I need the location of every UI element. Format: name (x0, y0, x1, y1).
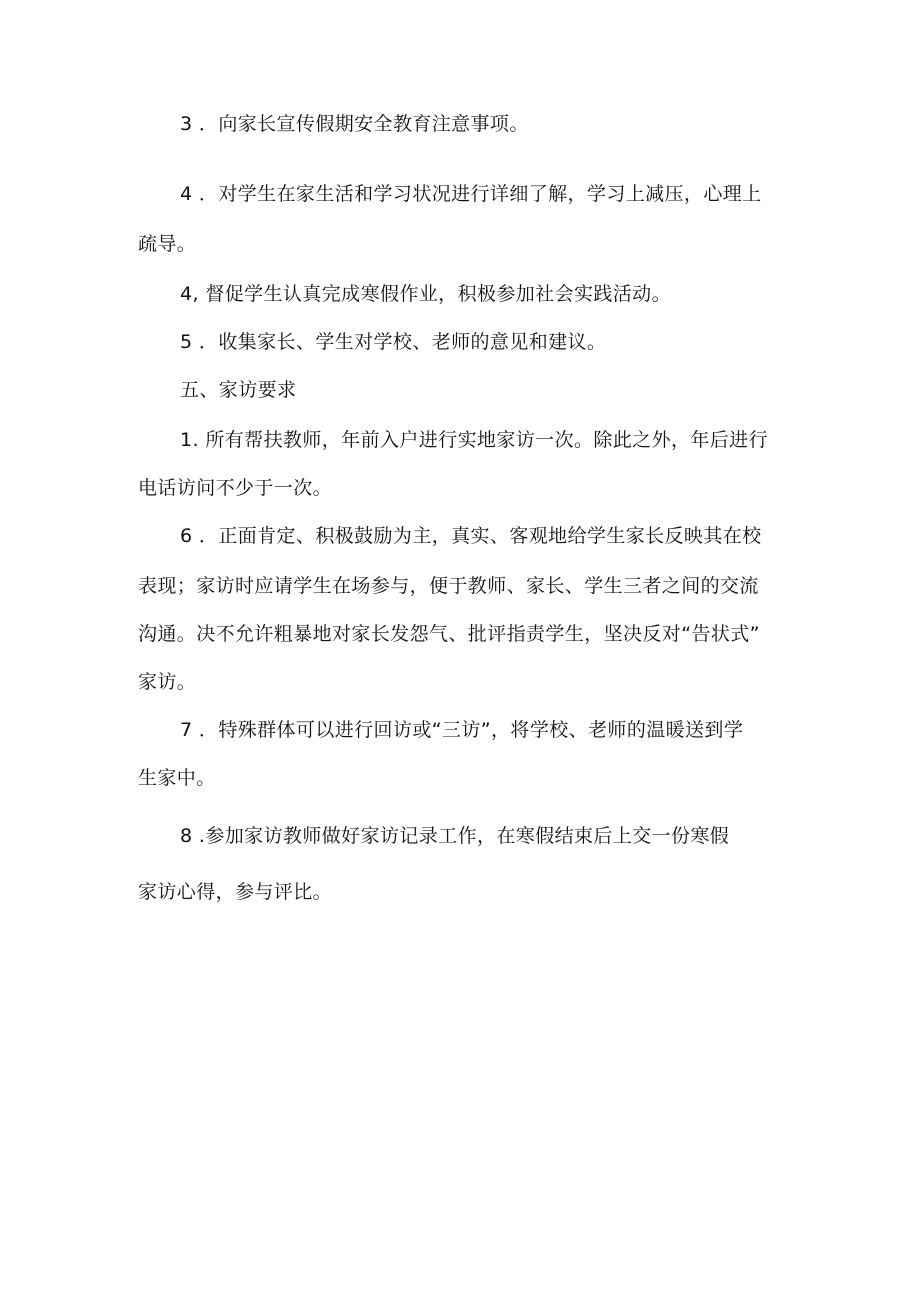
item-4-understanding-line-2: 疏导。 (138, 233, 197, 255)
req-8-line-2: 家访心得，参与评比。 (138, 881, 333, 903)
item-4-understanding-line-1: 4 ．对学生在家生活和学习状况进行详细了解，学习上减压，心理上 (180, 183, 762, 205)
req-7-line-2: 生家中。 (138, 767, 216, 789)
item-4-homework-line: 4, 督促学生认真完成寒假作业，积极参加社会实践活动。 (180, 283, 671, 305)
req-6-line-2: 表现；家访时应请学生在场参与，便于教师、家长、学生三者之间的交流 (138, 575, 759, 597)
item-5-feedback-line: 5 ．收集家长、学生对学校、老师的意见和建议。 (180, 331, 607, 353)
item-3-safety-line: 3 ．向家长宣传假期安全教育注意事项。 (180, 113, 529, 135)
req-6-line-3: 沟通。决不允许粗暴地对家长发怨气、批评指责学生，坚决反对“告状式” (138, 623, 760, 645)
req-8-line-1: 8 .参加家访教师做好家访记录工作，在寒假结束后上交一份寒假 (180, 825, 730, 847)
section-heading: 五、家访要求 (180, 379, 297, 401)
req-1-line-2: 电话访问不少于一次。 (138, 477, 333, 499)
req-6-line-1: 6 ．正面肯定、积极鼓励为主，真实、客观地给学生家长反映其在校 (180, 525, 762, 547)
req-6-line-4: 家访。 (138, 671, 197, 693)
req-7-line-1: 7 ．特殊群体可以进行回访或“三访”，将学校、老师的温暖送到学 (180, 719, 744, 741)
req-1-line-1: 1. 所有帮扶教师，年前入户进行实地家访一次。除此之外，年后进行 (180, 429, 768, 451)
